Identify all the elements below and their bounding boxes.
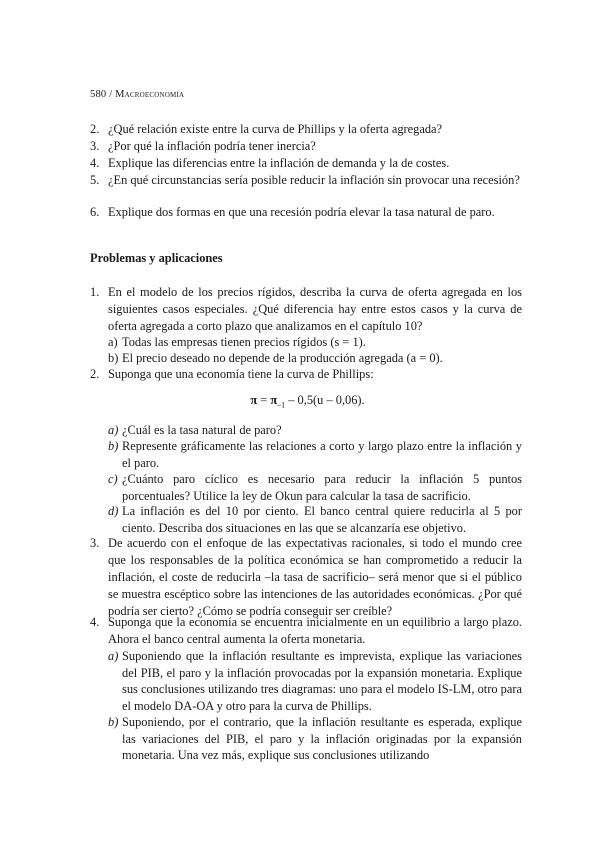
subitem-text: Todas las empresas tienen precios rígidos (s = 1). xyxy=(122,335,366,349)
subitem-text: ¿Cuál es la tasa natural de paro? xyxy=(122,423,282,437)
formula-pi-lag: π xyxy=(270,393,278,407)
subitem-text: Suponiendo que la inflación resultante es imprevista, explique las variaciones del PIB, el paro y la inflación provocadas por la expansión monetaria. Explique sus conclusiones utilizando tres diagramas: uno para el modelo IS-LM, otro para el modelo DA-OA y otro para la curva de Phillips. xyxy=(122,649,522,713)
question-item xyxy=(90,155,522,172)
subitem-label: b) xyxy=(108,439,119,453)
problem-text: Suponga que la economía se encuentra inicialmente en un equilibrio a largo plazo. Ahora el banco central aumenta la oferta monetaria. xyxy=(108,615,522,646)
problem-number: 3. xyxy=(90,536,100,550)
subitem-label: a) xyxy=(108,335,118,349)
subitem xyxy=(108,422,522,439)
formula-pi: π xyxy=(250,393,258,407)
problem-number: 2. xyxy=(90,367,100,381)
subitem-label: d) xyxy=(108,504,119,518)
subitem-text: La inflación es del 10 por ciento. El banco central quiere reducirla al 5 por ciento. Describa dos situaciones en las que se alcanzaría ese objetivo. xyxy=(122,504,522,535)
phillips-curve-formula xyxy=(0,393,615,409)
subitem xyxy=(108,714,522,780)
question-item xyxy=(90,121,522,138)
header-separator: / xyxy=(109,89,113,100)
question-number: 5. xyxy=(90,173,100,187)
problem-number: 4. xyxy=(90,615,100,629)
question-text: Explique dos formas en que una recesión podría elevar la tasa natural de paro. xyxy=(108,205,495,219)
subitem-label: b) xyxy=(108,715,119,729)
question-item xyxy=(90,204,522,221)
question-text: ¿Por qué la inflación podría tener inercia? xyxy=(108,139,316,153)
question-number: 3. xyxy=(90,139,100,153)
subitem xyxy=(108,334,522,351)
subitem xyxy=(108,503,522,537)
formula-rest: – 0,5(u – 0,06). xyxy=(288,393,365,407)
question-number: 6. xyxy=(90,205,100,219)
problem-item xyxy=(90,284,522,335)
subitem-text: El precio deseado no depende de la producción agregada (a = 0). xyxy=(122,351,443,365)
problem-item xyxy=(90,535,522,620)
book-title: Macroeconomía xyxy=(115,89,185,100)
question-number: 4. xyxy=(90,156,100,170)
page-number: 580 xyxy=(90,89,107,100)
subitem-text: ¿Cuánto paro cíclico es necesario para reducir la inflación 5 puntos porcentuales? Utilice la ley de Okun para calcular la tasa de sacrificio. xyxy=(122,472,522,503)
subitem xyxy=(108,350,522,367)
subitem-text: Suponiendo, por el contrario, que la inflación resultante es esperada, explique las variaciones del PIB, el paro y la inflación originadas por la expansión monetaria. Una vez más, explique sus conclusiones utilizando xyxy=(122,715,522,763)
subitem-label: a) xyxy=(108,649,119,663)
running-header xyxy=(90,89,184,100)
problem-text: En el modelo de los precios rígidos, describa la curva de oferta agregada en los siguientes casos especiales. ¿Qué diferencia hay entre estos casos y la curva de oferta agregada a corto plazo que analizamos en el capítulo 10? xyxy=(108,285,522,333)
question-text: ¿En qué circunstancias sería posible reducir la inflación sin provocar una recesión? xyxy=(108,173,520,187)
question-text: Explique las diferencias entre la inflación de demanda y la de costes. xyxy=(108,156,450,170)
subitem-label: a) xyxy=(108,423,119,437)
subitem xyxy=(108,471,522,505)
subitem-label: b) xyxy=(108,351,119,365)
subitem xyxy=(108,438,522,472)
section-title: Problemas y aplicaciones xyxy=(90,251,223,265)
question-number: 2. xyxy=(90,122,100,136)
problem-number: 1. xyxy=(90,285,100,299)
problem-item xyxy=(90,366,522,383)
formula-subscript: –1 xyxy=(277,400,286,410)
subitem-label: c) xyxy=(108,472,118,486)
question-item xyxy=(90,172,522,206)
problem-text: Suponga que una economía tiene la curva de Phillips: xyxy=(108,367,374,381)
problem-text: De acuerdo con el enfoque de las expectativas racionales, si todo el mundo cree que los responsables de la política económica se han comprometido a reducir la inflación, el coste de reducirla –la tasa de sacrificio– será menor que si el público se muestra escéptico sobre las intenciones de las autoridades económicas. ¿Por qué podría ser cierto? ¿Cómo se podría conseguir ser creíble? xyxy=(108,536,522,618)
formula-equals: = xyxy=(260,393,268,407)
question-text: ¿Qué relación existe entre la curva de Phillips y la oferta agregada? xyxy=(108,122,443,136)
question-item xyxy=(90,138,522,155)
problem-item xyxy=(90,614,522,648)
subitem-text: Represente gráficamente las relaciones a corto y largo plazo entre la inflación y el paro. xyxy=(122,439,522,470)
